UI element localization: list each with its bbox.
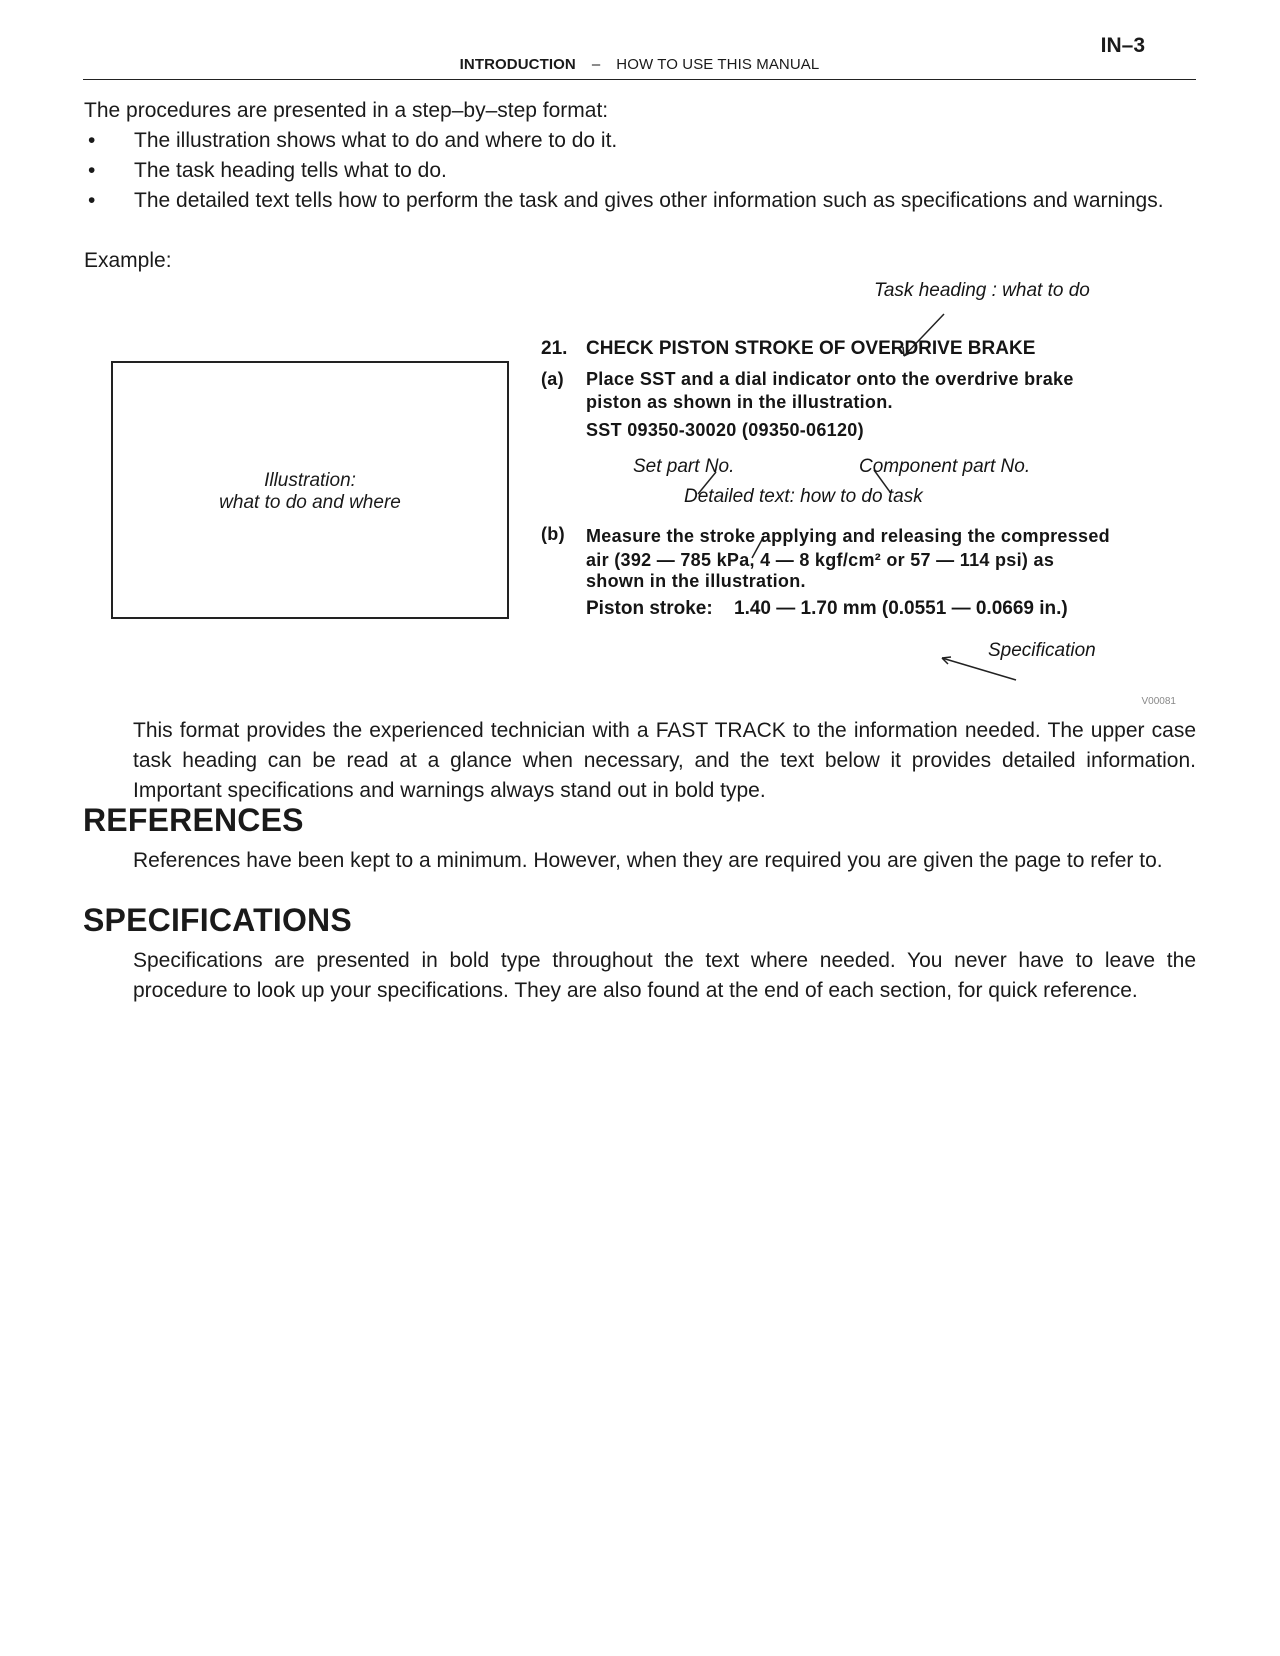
bullet-icon: • — [88, 129, 96, 152]
illustration-caption — [112, 470, 508, 514]
intro-lead: The procedures are presented in a step–by–step format: — [84, 99, 609, 122]
spec-value: 1.40 — 1.70 mm (0.0551 — 0.0669 in.) — [734, 598, 1068, 619]
illustration-line2: what to do and where — [219, 492, 401, 513]
bullet-icon: • — [88, 159, 96, 182]
bullet-icon: • — [88, 189, 96, 212]
set-part-note: Set part No. — [633, 456, 735, 477]
sub-b-line3: shown in the illustration. — [586, 571, 806, 591]
specification-note: Specification — [988, 640, 1096, 661]
step-number: 21. — [541, 338, 568, 359]
intro-bullet-list — [84, 126, 1196, 216]
list-item: • The illustration shows what to do and where to do it. — [84, 126, 1196, 156]
references-heading: REFERENCES — [83, 802, 304, 838]
step-title: CHECK PISTON STROKE OF OVERDRIVE BRAKE — [586, 338, 1036, 359]
task-heading-note: Task heading : what to do — [874, 280, 1090, 301]
illustration-line1: Illustration: — [264, 470, 356, 491]
sub-a-label: (a) — [541, 369, 564, 389]
header-chapter: INTRODUCTION — [459, 56, 576, 73]
example-label: Example: — [84, 249, 172, 272]
specifications-body: Specifications are presented in bold type throughout the text where needed. You never have to leave the procedure to look up your specifications. They are also found at the end of each section, for quick reference. — [133, 949, 1196, 1002]
header-separator: – — [591, 56, 601, 73]
sst-line: SST 09350-30020 (09350-06120) — [586, 420, 864, 440]
sub-b-label: (b) — [541, 524, 565, 544]
header-rule — [83, 79, 1196, 80]
sub-b-line2: air (392 — 785 kPa, 4 — 8 kgf/cm² or 57 — 114 psi) as — [586, 550, 1055, 570]
list-item: • The detailed text tells how to perform the task and gives other information such as specifications and warnings. — [84, 186, 1196, 216]
page-number: IN–3 — [1100, 34, 1145, 57]
sub-a-line2: piston as shown in the illustration. — [586, 392, 893, 412]
figure-code: V00081 — [1141, 696, 1176, 707]
running-header — [83, 56, 1196, 73]
references-body: References have been kept to a minimum. However, when they are required you are given the page to refer to. — [133, 849, 1163, 872]
component-part-note: Component part No. — [859, 456, 1031, 477]
spec-label: Piston stroke: — [586, 598, 713, 619]
sub-b-line1: Measure the stroke applying and releasing the compressed — [586, 526, 1110, 546]
list-item: • The task heading tells what to do. — [84, 156, 1196, 186]
fast-track-paragraph: This format provides the experienced technician with a FAST TRACK to the information needed. The upper case task heading can be read at a glance when necessary, and the text below it provides detailed information. Important specifications and warnings always stand out in bold type. — [133, 719, 1196, 802]
example-figure — [104, 280, 1184, 718]
sub-a-line1: Place SST and a dial indicator onto the overdrive brake — [586, 369, 1074, 389]
specifications-heading: SPECIFICATIONS — [83, 902, 352, 938]
header-section: HOW TO USE THIS MANUAL — [616, 56, 820, 73]
detailed-text-note: Detailed text: how to do task — [684, 486, 923, 507]
